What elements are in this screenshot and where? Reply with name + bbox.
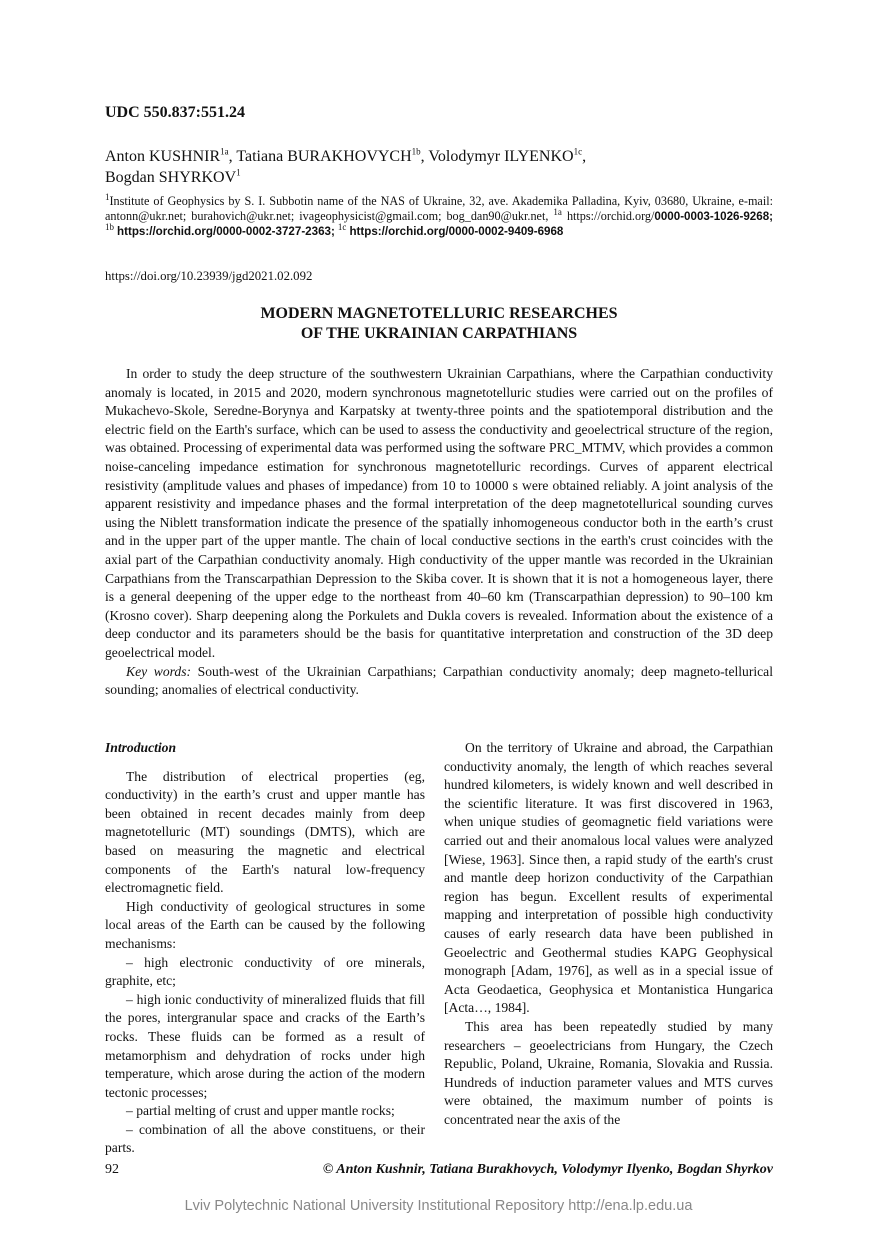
section-heading: Introduction xyxy=(105,740,177,755)
page-number: 92 xyxy=(105,1162,119,1177)
keywords xyxy=(105,663,773,700)
paragraph: The distribution of electrical properties (eg, conductivity) in the earth’s crust and upper mantle has been obtained in recent decades mainly from deep magnetotelluric (MT) soundings (DMTS), which are based on measuring the magnetic and electrical components of the Earth's natural low-frequency electromagnetic field. xyxy=(105,768,425,896)
author: Tatiana BURAKHOVYCH xyxy=(236,148,412,165)
keywords-label: Key words: xyxy=(126,663,192,679)
author-sup: 1a xyxy=(220,146,229,157)
orcid-sup: 1c xyxy=(337,221,347,232)
udc-code: UDC 550.837:551.24 xyxy=(105,104,245,121)
author: Bogdan SHYRKOV xyxy=(105,169,237,186)
abstract xyxy=(105,365,773,700)
authors: Anton $KUSHNIR^{1a}$, Tatiana $BURAKHOVYCH^{1b}$, Volodymyr $ILYENKO^{1c}$, Bogdan SHYRKOV$^1$ xyxy=(105,146,587,186)
abstract-text: In order to study the deep structure of the southwestern Ukrainian Carpathians, where the Carpathian conductivity anomaly is located, in 2015 and 2020, modern synchronous magnetotelluric studies were carried out on the profiles of Mukachevo-Skole, Seredne-Borynya and Karpatsky at twenty-three points and the spatiotemporal distribution and the electric field on the Earth's surface, which can be used to assess the conductivity and geoelectrical structure of the region, was obtained. Processing of experimental data was performed using the software PRC_MTMV, which provides a common noise-canceling impedance estimation for synchronous magnetotelluric recordings. Curves of apparent electrical resistivity (amplitude values and phases of impedance) from 10 to 10000 s were obtained reliably. A joint analysis of the apparent resistivity and impedance phases and the formal interpretation of the deep magnetotellurical sounding curves using the Niblett transformation indicate the presence of the spatially inhomogeneous conductor both in the earth’s crust and in the upper part of the upper mantle. The chain of local conductive sections in the earth's crust coincides with the axial part of the Carpathian conductivity anomaly. High conductivity of the upper mantle was recorded in the Ukrainian Carpathians from the Transcarpathian Depression to the Skiba cover. It is shown that it is not a homogeneous layer, there is a general deepening of the upper edge to the northeast from 40–60 km (Transcarpathian depression) to 90–100 km (Krosno cover). Sharp deepening along the Porkulets and Dukla covers is revealed. Information about the existence of a deep conductor and its parameters should be the basis for quantitative interpretation and construction of the 3D deep geoelectrical model. xyxy=(105,366,773,660)
paragraph: High conductivity of geological structures in some local areas of the Earth can be caused by the following mechanisms: xyxy=(105,898,425,951)
paragraph: This area has been repeatedly studied by many researchers – geoelectricians from Hungary, the Czech Republic, Poland, Ukraine, Romania, Slovakia and Russia. Hundreds of induction parameter values and MTS curves were obtained, the maximum number of points is concentrated near the axis of the xyxy=(444,1018,773,1127)
left-column xyxy=(105,739,425,1158)
author-sup: 1b xyxy=(411,146,421,157)
author: Anton KUSHNIR xyxy=(105,148,221,165)
author: Volodymyr ILYENKO xyxy=(428,148,574,165)
right-column xyxy=(444,739,773,1129)
title-line: MODERN MAGNETOTELLURIC RESEARCHES xyxy=(260,305,618,322)
paragraph: – high ionic conductivity of mineralized fluids that fill the pores, intergranular space and cracks of the Earth’s rocks. These fluids can be formed as a result of metamorphism and dehydration of rocks under high temperature, which arose during the action of the modern tectonic processes; xyxy=(105,991,425,1100)
aff-sup: 1 xyxy=(105,191,110,202)
orcid-sup: 1a xyxy=(553,206,562,217)
affiliation xyxy=(105,191,774,239)
doi-link[interactable]: https://doi.org/10.23939/jgd2021.02.092 xyxy=(105,269,313,283)
orcid-link[interactable]: 0000-0003-1026-9268; xyxy=(654,210,774,223)
author-sup: 1 xyxy=(236,167,241,178)
copyright: © Anton Kushnir, Tatiana Burakhovych, Volodymyr Ilyenko, Bogdan Shyrkov xyxy=(322,1162,773,1177)
orcid-link[interactable]: https://orchid.org/ xyxy=(566,209,655,223)
author-sup: 1c xyxy=(573,146,583,157)
paragraph: On the territory of Ukraine and abroad, the Carpathian conductivity anomaly, the length of which reaches several hundred kilometers, is widely known and well described in the scientific literature. It was first discovered in 1963, when unique studies of geomagnetic field variations were carried out and their anomalous local values were analyzed [Wiese, 1963]. Since then, a rapid study of the earth's crust and mantle deep horizon conductivity of the Carpathian region has begun. Excellent results of experimental mapping and interpretation of possible high conductivity causes of early research data have been published in Geoelectric and Geothermal studies KAPG Geophysical monograph [Adam, 1976], as well as in a special issue of Acta Geodaetica, Geophysica et Montanistica Hungarica [Acta…, 1984]. xyxy=(444,740,773,1016)
paper-title xyxy=(105,304,773,344)
orcid-sup: 1b xyxy=(105,221,114,232)
paragraph: – partial melting of crust and upper mantle rocks; xyxy=(126,1103,395,1119)
orcid-link[interactable]: https://orchid.org/0000-0002-3727-2363; xyxy=(117,225,335,238)
paragraph: – high electronic conductivity of ore minerals, graphite, etc; xyxy=(105,954,425,989)
keywords-text: South-west of the Ukrainian Carpathians; Carpathian conductivity anomaly; deep magneto-tellurical sounding; anomalies of electrical conductivity. xyxy=(105,663,773,698)
repository-watermark: Lviv Polytechnic National University Institutional Repository http://ena.lp.edu.ua xyxy=(184,1198,693,1214)
page-footer xyxy=(105,1161,773,1180)
title-line: OF THE UKRAINIAN CARPATHIANS xyxy=(300,325,578,342)
orcid-link[interactable]: https://orchid.org/0000-0002-9409-6968 xyxy=(349,225,564,238)
paragraph: – combination of all the above constituens, or their parts. xyxy=(105,1121,425,1156)
aff-text: Institute of Geophysics by S. I. Subbotin name of the NAS of Ukraine, 32, ave. Akademika Palladina, Kyiv, 03680, Ukraine, e-mail: antonn@ukr.net; burahovich@ukr.net; ivageophysicist@gmail.com; bog_dan90@ukr.net, xyxy=(105,194,773,223)
